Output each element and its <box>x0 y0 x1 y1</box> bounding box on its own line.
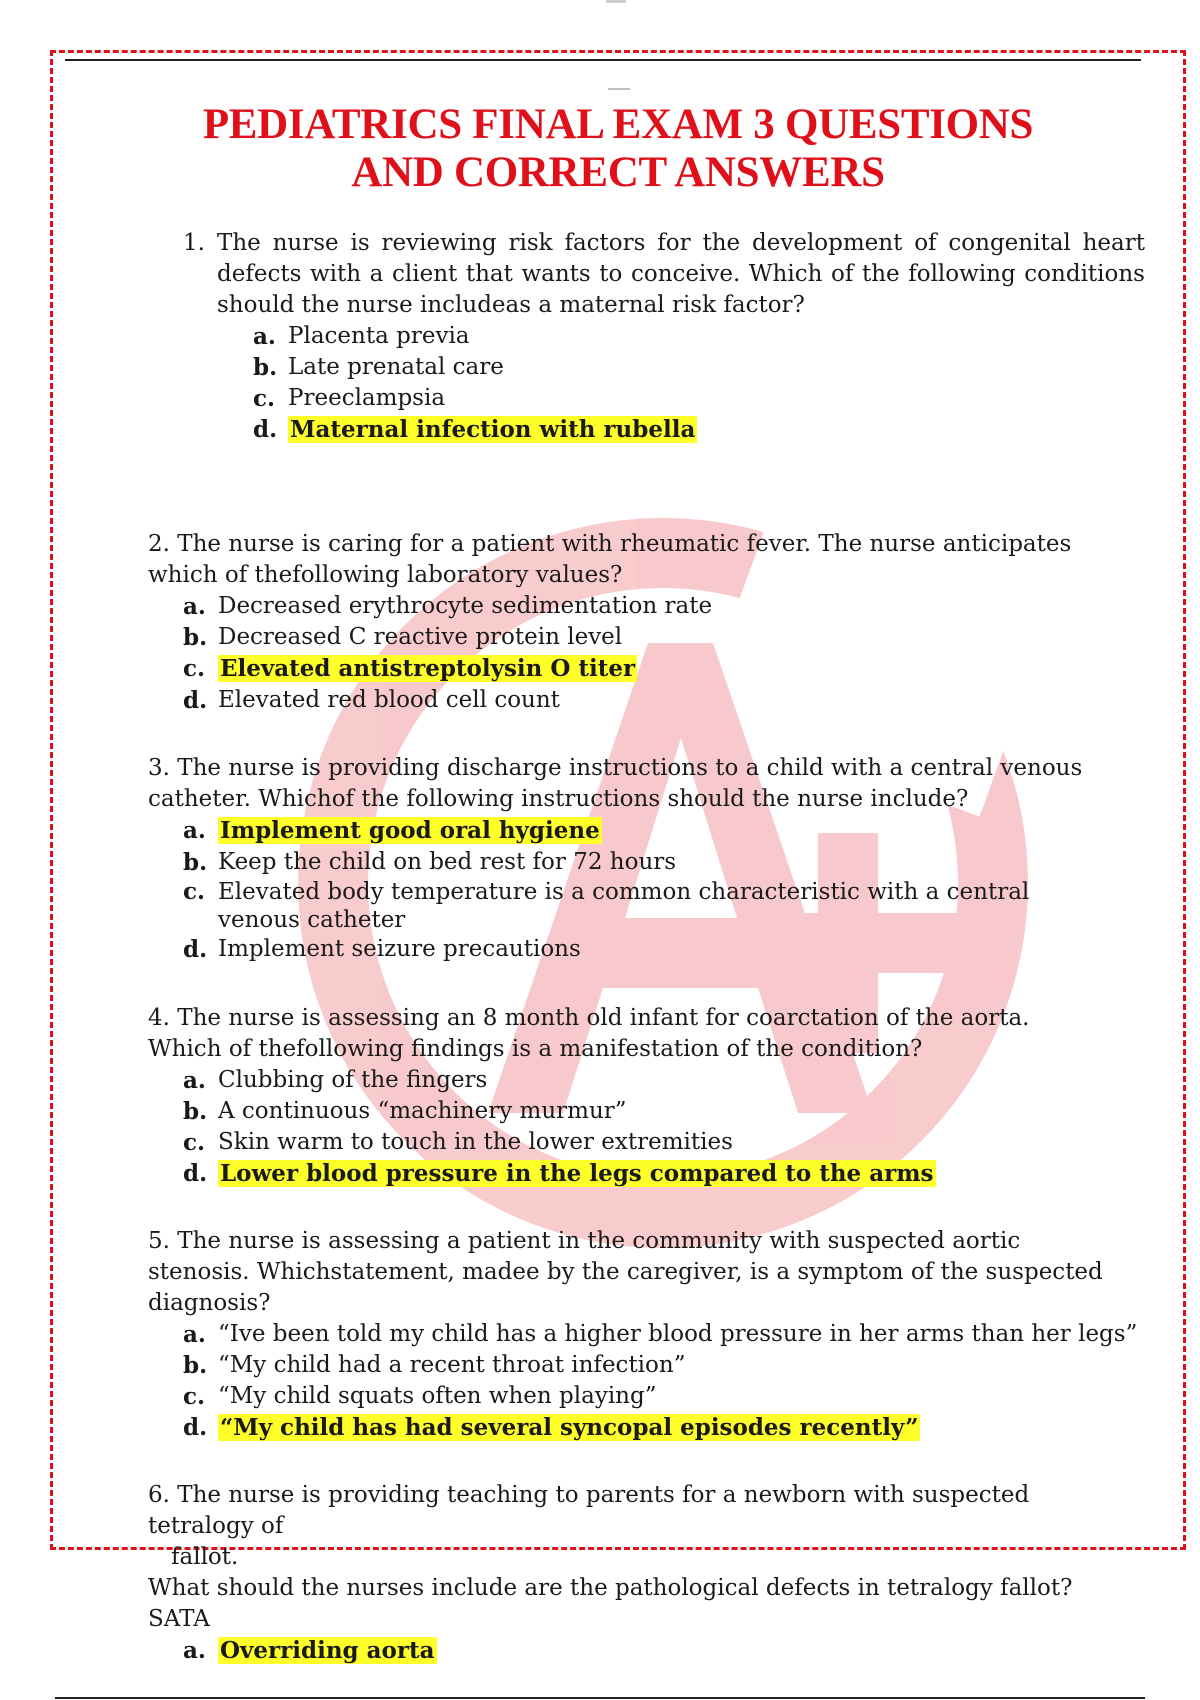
question-2 <box>148 529 1138 716</box>
question-5 <box>148 1226 1138 1444</box>
correct-answer-highlight: Implement good oral hygiene <box>220 817 600 844</box>
header-rule <box>65 59 1141 61</box>
option-b: b. A continuous “machinery murmur” <box>183 1098 627 1125</box>
question-1 <box>183 228 1145 446</box>
option-a-correct: a. Implement good oral hygiene <box>183 817 600 844</box>
footer-rule <box>55 1697 1145 1699</box>
question-4 <box>148 1003 1138 1190</box>
option-d-correct: d. Maternal infection with rubella <box>253 416 696 443</box>
question-stem: The nurse is reviewing risk factors for the development of congenital heart defects with a client that wants to conceive. Which of the following conditions should the nurse includeas a maternal risk factor? <box>217 230 1145 318</box>
question-stem: 5. The nurse is assessing a patient in the community with suspected aortic stenosis. Whichstatement, madee by the caregiver, is a symptom of the suspected diagnosis? <box>148 1228 1103 1316</box>
option-b: b. Keep the child on bed rest for 72 hours <box>183 849 677 876</box>
page-top-marks <box>0 0 1200 10</box>
page-title <box>53 101 1183 197</box>
option-a-correct: a. Overriding aorta <box>183 1637 435 1664</box>
correct-answer-highlight: Elevated antistreptolysin O titer <box>220 655 636 682</box>
correct-answer-highlight: Lower blood pressure in the legs compared to the arms <box>220 1160 934 1187</box>
option-d-correct: d. “My child has had several syncopal episodes recently” <box>183 1414 919 1441</box>
question-6 <box>148 1480 1138 1667</box>
title-line-1: PEDIATRICS FINAL EXAM 3 QUESTIONS <box>202 101 1034 148</box>
option-b: b. Late prenatal care <box>253 354 504 381</box>
question-stem: 4. The nurse is assessing an 8 month old infant for coarctation of the aorta. Which of thefollowing findings is a manifestation of the condition? <box>148 1005 1030 1062</box>
question-3 <box>148 753 1138 965</box>
option-c: c. “My child squats often when playing” <box>183 1383 657 1410</box>
option-a: a. Decreased erythrocyte sedimentation rate <box>183 593 713 620</box>
option-a: a. “Ive been told my child has a higher blood pressure in her arms than her legs” <box>183 1321 1138 1348</box>
question-number: 1. <box>183 230 205 256</box>
correct-answer-highlight: “My child has had several syncopal episodes recently” <box>220 1414 919 1441</box>
document-frame <box>50 50 1186 1664</box>
title-line-2: AND CORRECT ANSWERS <box>351 149 885 196</box>
option-b: b. Decreased C reactive protein level <box>183 624 623 651</box>
option-d: d. Elevated red blood cell count <box>183 687 560 714</box>
question-stem: 2. The nurse is caring for a patient with rheumatic fever. The nurse anticipates which of thefollowing laboratory values? <box>148 531 1072 588</box>
divider <box>608 88 630 90</box>
option-c: c. Skin warm to touch in the lower extremities <box>183 1129 733 1156</box>
option-d: d. Implement seizure precautions <box>183 936 581 963</box>
question-stem: 6. The nurse is providing teaching to parents for a newborn with suspected tetralogy of fallot. What should the nurses include are the pathological defects in tetralogy fallot? SATA <box>148 1482 1073 1632</box>
option-c: c. Preeclampsia <box>253 385 446 412</box>
option-a: a. Clubbing of the fingers <box>183 1067 488 1094</box>
question-stem: 3. The nurse is providing discharge instructions to a child with a central venous catheter. Whichof the following instructions should the nurse include? <box>148 755 1083 812</box>
correct-answer-highlight: Maternal infection with rubella <box>290 416 696 443</box>
option-d-correct: d. Lower blood pressure in the legs compared to the arms <box>183 1160 934 1187</box>
option-c: c. Elevated body temperature is a common characteristic with a central venous catheter <box>183 878 1030 933</box>
correct-answer-highlight: Overriding aorta <box>220 1637 435 1664</box>
option-b: b. “My child had a recent throat infection” <box>183 1352 686 1379</box>
option-c-correct: c. Elevated antistreptolysin O titer <box>183 655 636 682</box>
option-a: a. Placenta previa <box>253 323 470 350</box>
